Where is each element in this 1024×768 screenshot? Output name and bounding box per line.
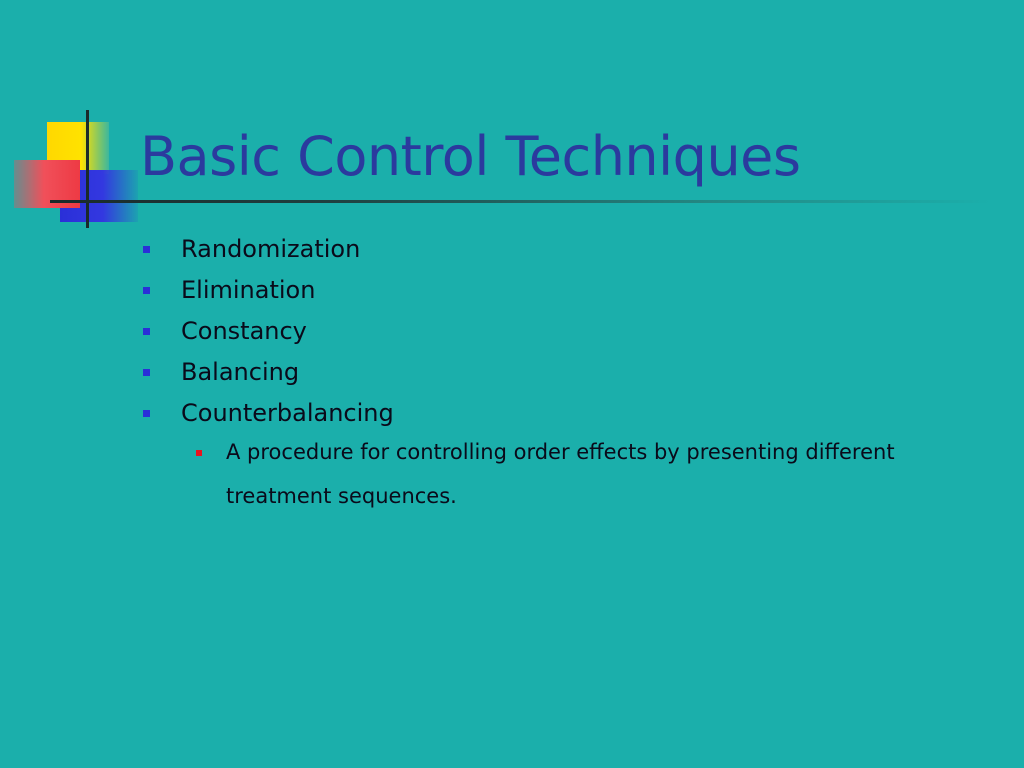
bullet-text: Constancy (181, 317, 307, 345)
bullet-text: Elimination (181, 276, 316, 304)
square-bullet-icon (143, 287, 150, 294)
bullet-text: Counterbalancing (181, 399, 394, 427)
square-bullet-icon (143, 328, 150, 335)
bullet-item (143, 355, 299, 389)
bullet-item (143, 314, 307, 348)
square-bullet-icon (143, 246, 150, 253)
bullet-item (143, 232, 360, 266)
red-square-bullet-icon (196, 450, 202, 456)
logo-vertical-line (86, 110, 89, 228)
square-bullet-icon (143, 410, 150, 417)
slide-title: Basic Control Techniques (140, 125, 801, 188)
bullet-item (143, 396, 394, 430)
bullet-text: Randomization (181, 235, 361, 263)
slide-logo-decoration (0, 0, 160, 240)
bullet-text: Balancing (181, 358, 300, 386)
title-underline (50, 200, 990, 203)
square-bullet-icon (143, 369, 150, 376)
sub-bullet-text: A procedure for controlling order effects by presenting different treatment sequences. (226, 440, 895, 508)
sub-bullet-item (196, 436, 956, 518)
bullet-item (143, 273, 315, 307)
